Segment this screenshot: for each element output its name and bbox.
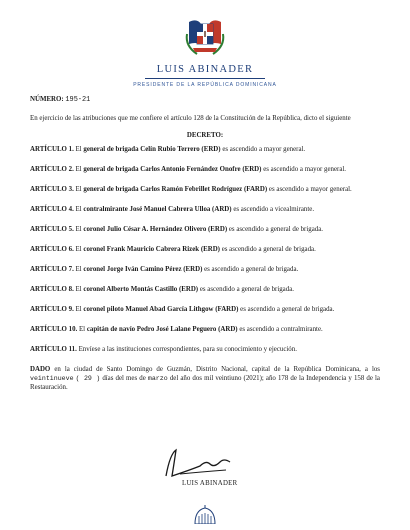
dado-paragraph xyxy=(30,366,380,393)
article-9 xyxy=(30,306,380,315)
article-5 xyxy=(30,226,380,235)
article-subject: coronel Julio César A. Hernández Olivero (ERD) xyxy=(83,225,228,233)
article-label: ARTÍCULO 6. xyxy=(30,245,74,253)
dado-label: DADO xyxy=(30,365,51,373)
article-1 xyxy=(30,146,380,155)
article-pre: El xyxy=(75,265,82,273)
dado-month: marzo xyxy=(147,374,168,382)
article-label: ARTÍCULO 2. xyxy=(30,165,74,173)
article-8 xyxy=(30,286,380,295)
dado-text-2: días del mes de xyxy=(102,374,146,382)
decree-body xyxy=(30,96,380,392)
article-label: ARTÍCULO 5. xyxy=(30,225,74,233)
decree-title: DECRETO: xyxy=(186,131,224,139)
article-action: es ascendido a general de brigada. xyxy=(240,305,335,313)
article-3 xyxy=(30,186,380,195)
article-subject: coronel Frank Mauricio Cabrera Rizek (ERD) xyxy=(83,245,220,253)
intro-paragraph: En ejercicio de las atribuciones que me confiere el artículo 128 de la Constitución de la República, dicto el siguiente xyxy=(30,114,351,122)
article-action: es ascendido a general de brigada. xyxy=(221,245,316,253)
article-label: ARTÍCULO 7. xyxy=(30,265,74,273)
article-label: ARTÍCULO 9. xyxy=(30,305,74,313)
article-action: es ascendido a mayor general. xyxy=(268,185,352,193)
article-subject: contralmirante José Manuel Cabrera Ulloa (ARD) xyxy=(83,205,232,213)
article-action: es ascendido a general de brigada. xyxy=(228,225,323,233)
article-subject: coronel Jorge Iván Camino Pérez (ERD) xyxy=(83,265,203,273)
article-subject: capitán de navío Pedro José Lalane Peguero (ARD) xyxy=(86,325,238,333)
decree-number xyxy=(30,96,380,105)
handwritten-signature xyxy=(160,446,250,480)
article-pre: El xyxy=(78,325,86,333)
article-action: Envíese a las instituciones correspondientes, para su conocimiento y ejecución. xyxy=(78,345,297,353)
article-pre: El xyxy=(75,205,82,213)
article-action: es ascendido a general de brigada. xyxy=(204,265,299,273)
dado-text-1: en la ciudad de Santo Domingo de Guzmán, Distrito Nacional, capital de la República Dominicana, a los xyxy=(54,365,380,373)
article-10 xyxy=(30,326,380,335)
palace-dome-icon xyxy=(191,504,219,524)
decree-number-value: 195-21 xyxy=(65,96,91,104)
article-label: ARTÍCULO 3. xyxy=(30,185,74,193)
article-pre: El xyxy=(75,305,82,313)
decree-number-label: NÚMERO: xyxy=(30,96,64,103)
article-pre: El xyxy=(75,185,82,193)
article-subject: coronel piloto Manuel Abad García Lithgow (FARD) xyxy=(83,305,239,313)
dado-day-words: veintinueve xyxy=(30,374,74,382)
article-label: ARTÍCULO 10. xyxy=(30,325,78,333)
letterhead xyxy=(0,14,410,88)
article-pre: El xyxy=(75,225,82,233)
article-pre: El xyxy=(75,165,82,173)
signatory-name: LUIS ABINADER xyxy=(182,480,238,487)
header-divider xyxy=(145,78,265,79)
article-subject: general de brigada Carlos Ramón Febrillet Rodríguez (FARD) xyxy=(83,185,268,193)
president-name: LUIS ABINADER xyxy=(156,64,254,75)
article-pre: El xyxy=(75,285,82,293)
article-list xyxy=(30,146,380,355)
article-2 xyxy=(30,166,380,175)
article-action: es ascendido a contralmirante. xyxy=(239,325,323,333)
article-subject: coronel Alberto Montás Castillo (ERD) xyxy=(83,285,199,293)
article-action: es ascendido a mayor general. xyxy=(222,145,306,153)
coat-of-arms-icon xyxy=(183,14,227,58)
article-label: ARTÍCULO 11. xyxy=(30,345,77,353)
article-subject: general de brigada Carlos Antonio Fernández Onofre (ERD) xyxy=(83,165,262,173)
article-11 xyxy=(30,346,380,355)
article-7 xyxy=(30,266,380,275)
article-4 xyxy=(30,206,380,215)
article-6 xyxy=(30,246,380,255)
article-action: es ascendido a vicealmirante. xyxy=(233,205,315,213)
article-label: ARTÍCULO 1. xyxy=(30,145,74,153)
president-subtitle: PRESIDENTE DE LA REPÚBLICA DOMINICANA xyxy=(133,82,277,88)
article-pre: El xyxy=(75,245,82,253)
article-label: ARTÍCULO 8. xyxy=(30,285,74,293)
article-action: es ascendido a general de brigada. xyxy=(199,285,294,293)
article-action: es ascendido a mayor general. xyxy=(263,165,347,173)
dado-day-number: ( 29 ) xyxy=(75,374,101,382)
dado-text-3: del año dos mil veintiuno (2021); año 178 de la Independencia y 158 de la Restauración. xyxy=(30,374,380,391)
article-label: ARTÍCULO 4. xyxy=(30,205,74,213)
article-pre: El xyxy=(75,145,82,153)
article-subject: general de brigada Celín Rubio Terrero (ERD) xyxy=(83,145,221,153)
